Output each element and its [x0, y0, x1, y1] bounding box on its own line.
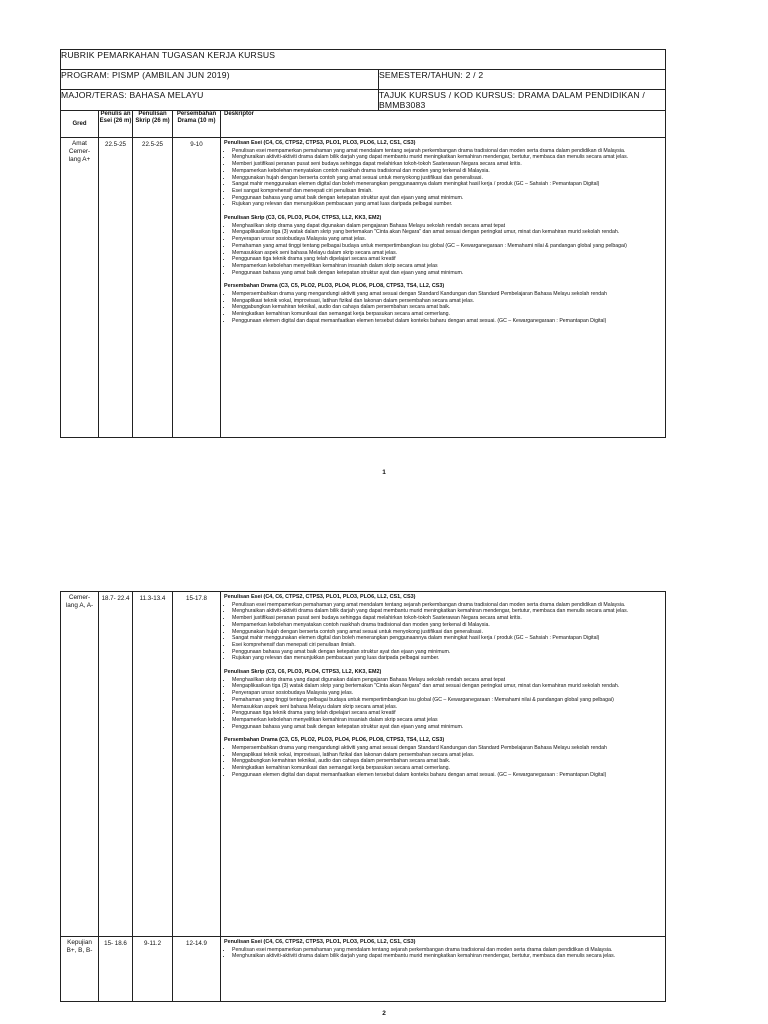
column-header-descriptor: Deskriptor	[221, 111, 666, 138]
rubric-table-page-2	[60, 591, 666, 1002]
esei-score-cell: 22.5-25	[99, 138, 133, 438]
semester-cell: SEMESTER/TAHUN: 2 / 2	[379, 70, 666, 90]
descriptor-item: • Mempamerkan kebolehan menyatakan contoh naskhah drama tradisional dan moden yang terkenal di Malaysia.	[232, 168, 662, 175]
descriptor-cell	[221, 937, 666, 1002]
skrip-score-cell: 22.5-25	[133, 138, 173, 438]
descriptor-item: • Penyerapan unsur sosiobudaya Malaysia yang amat jelas.	[232, 236, 662, 243]
descriptor-item: • Menghuraikan aktiviti-aktiviti drama dalam bilik darjah yang dapat membantu murid meningkatkan kemahiran mendengar, bertutur, membaca dan menulis secara jelas.	[232, 953, 662, 960]
skrip-score-cell: 9-11.2	[133, 937, 173, 1002]
rubric-table-page-1	[60, 49, 666, 438]
section-heading: Persembahan Drama (C3, C5, PLO2, PLO3, PLO4, PLO6, PLO8, CTPS3, TS4, LL2, CS3)	[224, 737, 445, 744]
grade-cell: Cemer- lang A, A-	[61, 592, 99, 937]
drama-score-cell: 9-10	[173, 138, 221, 438]
descriptor-item: • Mengaplikasikan tiga (3) watak dalam skrip yang bertemakan "Cinta akan Negara" dan amat sesuai dengan peringkat umur, minat dan kemahiran murid sekolah rendah.	[232, 229, 662, 236]
descriptor-item: • Penggunaan elemen digital dan dapat memanfaatkan elemen tersebut dalam konteks baharu dengan amat sesuai. (GC – Kewarganegaraan : Pemantapan Digital)	[232, 318, 662, 325]
major-cell: MAJOR/TERAS: BAHASA MELAYU	[61, 90, 379, 111]
descriptor-list	[224, 745, 662, 779]
descriptor-item: • Memberi justifikasi peranan pusat seni budaya sehingga dapat melahirkan tokoh-tokoh Sasterawan Negara secara amat kritis.	[232, 161, 662, 168]
descriptor-body	[224, 594, 662, 779]
descriptor-item: • Esei sangat komprehensif dan menepati ciri penulisan ilmiah.	[232, 188, 662, 195]
descriptor-item: • Rujukan yang relevan dan menunjukkan pembacaan yang luas daripada pelbagai sumber.	[232, 655, 662, 662]
grade-cell: Amat Cemer- lang A+	[61, 138, 99, 438]
descriptor-item: • Menggunakan hujah dengan berserta contoh yang amat sesuai untuk menyokong justifikasi dan generalisasi.	[232, 175, 662, 182]
descriptor-item: • Mempamerkan kebolehan menyelitkan kemahiran insaniah dalam skrip secara amat jelas	[232, 717, 662, 724]
descriptor-item: • Penggunaan elemen digital dan dapat memanfaatkan elemen tersebut dalam konteks baharu dengan amat sesuai. (GC – Kewarganegaraan : Pemantapan Digital)	[232, 772, 662, 779]
descriptor-item: • Meningkatkan kemahiran komunikasi dan semangat kerja berpasukan secara amat cemerlang.	[232, 311, 662, 318]
column-header-grade: Gred	[61, 111, 99, 138]
descriptor-cell	[221, 592, 666, 937]
descriptor-item: • Sangat mahir menggunakan elemen digital dan boleh menerangkan penggunaannya dalam meningkat hasil kerja / produk (GC – Sahsiah : Pemantapan Digital)	[232, 181, 662, 188]
descriptor-item: • Pemahaman yang tinggi tentang pelbagai budaya untuk mempertimbangkan isu global (GC – Kewarganegaraan : Memahami nilai & pandangan global yang pelbagai)	[232, 697, 662, 704]
descriptor-item: • Penulisan esei mempamerkan pemahaman yang mendalam tentang sejarah perkembangan drama tradisional dan moden serta drama dalam pendidikan di Malaysia.	[232, 947, 662, 954]
descriptor-item: • Mempamerkan kebolehan menyatakan contoh naskhah drama tradisional dan moden yang terkenal di Malaysia.	[232, 622, 662, 629]
esei-score-cell: 15- 18.6	[99, 937, 133, 1002]
drama-score-cell: 15-17.8	[173, 592, 221, 937]
descriptor-item: • Rujukan yang relevan dan menunjukkan pembacaan yang amat luas daripada pelbagai sumber.	[232, 201, 662, 208]
descriptor-list	[224, 223, 662, 277]
descriptor-item: • Penggunaan bahasa yang amat baik dengan ketepatan struktur ayat dan ejaan yang amat minimum.	[232, 195, 662, 202]
descriptor-item: • Mengaplikasi teknik vokal, improvisasi, latihan fizikal dan lakonan dalam persembahan secara amat jelas.	[232, 752, 662, 759]
descriptor-item: • Menghuraikan aktiviti-aktiviti drama dalam bilik darjah yang dapat membantu murid meningkatkan kemahiran mendengar, bertutur, membaca dan menulis secara amat jelas.	[232, 154, 662, 161]
section-heading: Penulisan Skrip (C3, C6, PLO3, PLO4, CTPS3, LL2, KK3, EM2)	[224, 669, 382, 676]
section-heading: Penulisan Esei (C4, C6, CTPS2, CTPS3, PLO1, PLO3, PLO6, LL2, CS1, CS3)	[224, 594, 416, 600]
column-header-skrip: Penulisan Skrip (26 m)	[133, 111, 173, 138]
course-cell: TAJUK KURSUS / KOD KURSUS: DRAMA DALAM PENDIDIKAN / BMMB3083	[379, 90, 666, 111]
descriptor-item: • Esei komprehensif dan menepati ciri penulisan ilmiah.	[232, 642, 662, 649]
descriptor-item: • Mengaplikasikan tiga (3) watak dalam skrip yang bertemakan "Cinta akan Negara" dan amat sesuai dengan peringkat umur, minat dan kemahiran murid sekolah rendah.	[232, 683, 662, 690]
descriptor-list	[224, 947, 662, 960]
descriptor-item: • Memasukkan aspek seni bahasa Melayu dalam skrip secara amat jelas.	[232, 250, 662, 257]
drama-score-cell: 12-14.9	[173, 937, 221, 1002]
table-row	[61, 937, 666, 1002]
descriptor-item: • Meningkatkan kemahiran komunikasi dan semangat kerja berpasukan secara amat cemerlang.	[232, 765, 662, 772]
descriptor-item: • Penggunaan tiga teknik drama yang telah dipelajari secara amat kreatif	[232, 256, 662, 263]
descriptor-list	[224, 602, 662, 662]
descriptor-item: • Pemahaman yang amat tinggi tentang pelbagai budaya untuk mempertimbangkan isu global (GC – Kewarganegaraan : Memahami nilai & pandangan global yang pelbagai)	[232, 243, 662, 250]
page-number: 2	[382, 1010, 386, 1017]
descriptor-item: • Mempamerkan kebolehan menyelitkan kemahiran insaniah dalam skrip secara amat jelas	[232, 263, 662, 270]
descriptor-item: • Menggabungkan kemahiran teknikal, audio dan cahaya dalam persembahan secara amat baik.	[232, 758, 662, 765]
descriptor-item: • Menghasilkan skrip drama yang dapat digunakan dalam pengajaran Bahasa Melayu sekolah rendah secara amat tepat	[232, 677, 662, 684]
descriptor-item: • Penggunaan bahasa yang amat baik dengan ketepatan struktur ayat dan ejaan yang amat minimum.	[232, 270, 662, 277]
descriptor-item: • Memberi justifikasi peranan pusat seni budaya sehingga dapat melahirkan tokoh-tokoh Sasterawan Negara secara amat kritis.	[232, 615, 662, 622]
column-header-drama: Persembahan Drama (10 m)	[173, 111, 221, 138]
descriptor-item: • Mempersembahkan drama yang mengandungi aktiviti yang amat sesuai dengan Standard Kandungan dan Standard Pembelajaran Bahasa Melayu sekolah rendah	[232, 291, 662, 298]
program-cell: PROGRAM: PISMP (AMBILAN JUN 2019)	[61, 70, 379, 90]
table-row	[61, 592, 666, 937]
descriptor-item: • Penyerapan unsur sosiobudaya Malaysia yang jelas.	[232, 690, 662, 697]
descriptor-item: • Penggunaan bahasa yang amat baik dengan ketepatan struktur ayat dan ejaan yang minimum.	[232, 649, 662, 656]
section-heading: Penulisan Skrip (C3, C6, PLO3, PLO4, CTPS3, LL2, KK3, EM2)	[224, 215, 382, 222]
document-page-1	[0, 0, 768, 490]
skrip-score-cell: 11.3-13.4	[133, 592, 173, 937]
descriptor-item: • Menghuraikan aktiviti-aktiviti drama dalam bilik darjah yang dapat membantu murid meningkatkan kemahiran mendengar, bertutur, membaca dan menulis secara amat jelas.	[232, 608, 662, 615]
rubric-title: RUBRIK PEMARKAHAN TUGASAN KERJA KURSUS	[61, 50, 666, 70]
section-heading: Penulisan Esei (C4, C6, CTPS2, CTPS3, PLO1, PLO3, PLO6, LL2, CS1, CS3)	[224, 939, 416, 945]
descriptor-item: • Mengaplikasi teknik vokal, improvisasi, latihan fizikal dan lakonan dalam persembahan secara amat jelas.	[232, 298, 662, 305]
descriptor-list	[224, 677, 662, 731]
page-number: 1	[382, 469, 386, 476]
section-heading: Penulisan Esei (C4, C6, CTPS2, CTPS3, PLO1, PLO3, PLO6, LL2, CS1, CS3)	[224, 140, 416, 146]
descriptor-item: • Mempersembahkan drama yang mengandungi aktiviti yang amat sesuai dengan Standard Kandungan dan Standard Pembelajaran Bahasa Melayu sekolah rendah	[232, 745, 662, 752]
esei-score-cell: 18.7- 22.4	[99, 592, 133, 937]
descriptor-item: • Menghasilkan skrip drama yang dapat digunakan dalam pengajaran Bahasa Melayu sekolah rendah secara amat tepat	[232, 223, 662, 230]
column-header-esei: Penulis an Esei (26 m)	[99, 111, 133, 138]
descriptor-body	[224, 939, 662, 960]
descriptor-list	[224, 291, 662, 325]
section-heading: Persembahan Drama (C3, C5, PLO2, PLO3, PLO4, PLO6, PLO8, CTPS3, TS4, LL2, CS3)	[224, 283, 445, 290]
descriptor-item: • Penulisan esei mempamerkan pemahaman yang amat mendalam tentang sejarah perkembangan drama tradisional dan moden serta drama dalam pendidikan di Malaysia.	[232, 148, 662, 155]
descriptor-item: • Penulisan esei mempamerkan pemahaman yang amat mendalam tentang sejarah perkembangan drama tradisional dan moden serta drama dalam pendidikan di Malaysia.	[232, 602, 662, 609]
descriptor-item: • Sangat mahir menggunakan elemen digital dan boleh menerangkan penggunaannya dalam meningkat hasil kerja / produk (GC – Sahsiah : Pemantapan Digital)	[232, 635, 662, 642]
descriptor-body	[224, 140, 662, 325]
document-page-2	[0, 585, 768, 1024]
descriptor-item: • Penggunaan bahasa yang amat baik dengan ketepatan struktur ayat dan ejaan yang amat minimum.	[232, 724, 662, 731]
descriptor-item: • Memasukkan aspek seni bahasa Melayu dalam skrip secara amat jelas.	[232, 704, 662, 711]
descriptor-item: • Menggunakan hujah dengan berserta contoh yang amat sesuai untuk menyokong justifikasi dan generalisasi.	[232, 629, 662, 636]
descriptor-item: • Menggabungkan kemahiran teknikal, audio dan cahaya dalam persembahan secara amat baik.	[232, 304, 662, 311]
grade-cell: Kepujian B+, B, B-	[61, 937, 99, 1002]
descriptor-item: • Penggunaan tiga teknik drama yang telah dipelajari secara amat kreatif	[232, 710, 662, 717]
descriptor-cell	[221, 138, 666, 438]
descriptor-list	[224, 148, 662, 208]
table-row	[61, 138, 666, 438]
